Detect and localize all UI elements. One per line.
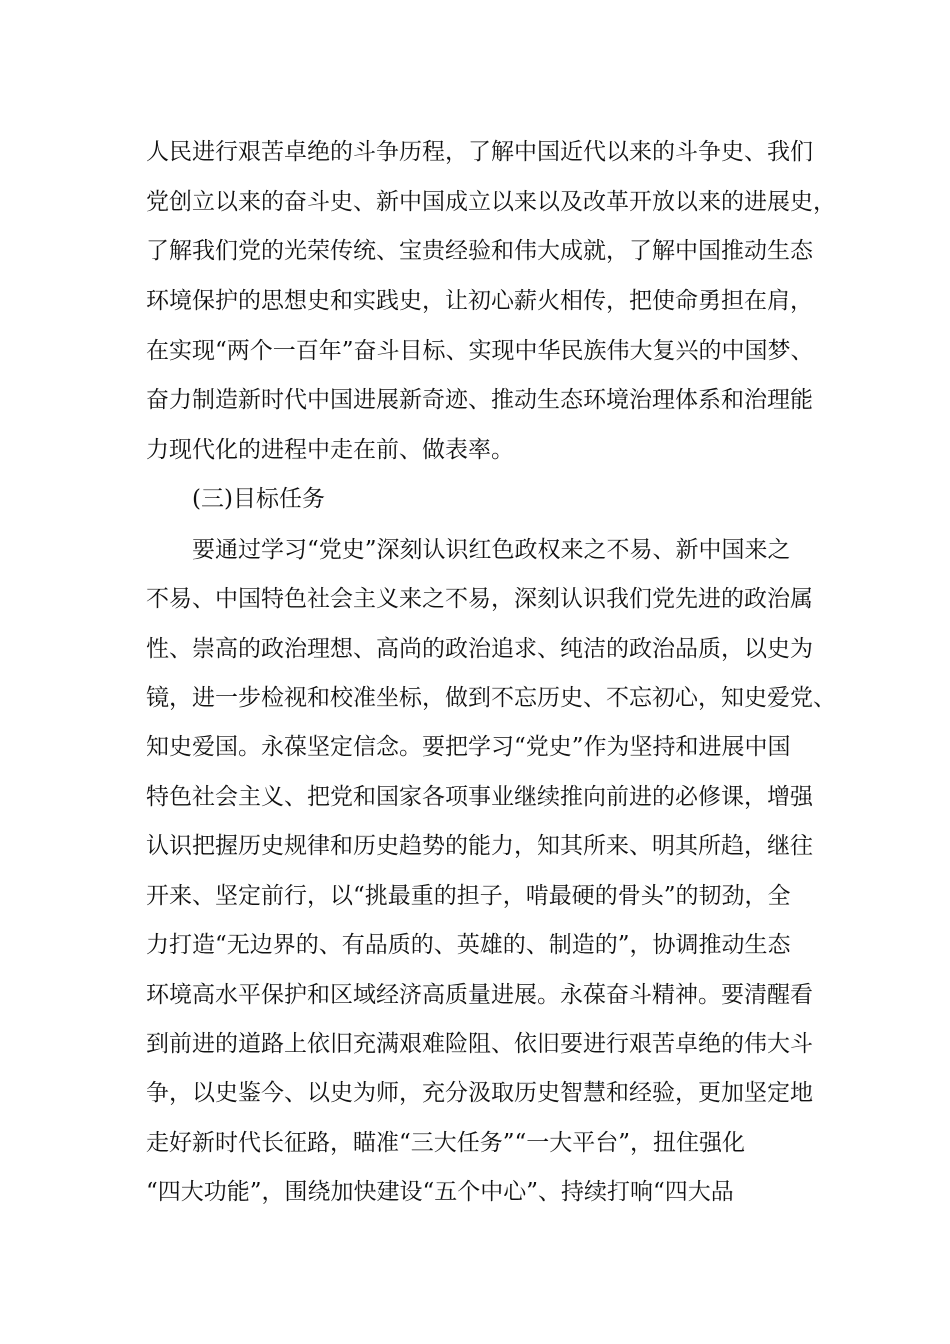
paragraph-line: 人民进行艰苦卓绝的斗争历程，了解中国近代以来的斗争史、我们 — [146, 139, 813, 165]
paragraph-line: “四大功能”，围绕加快建设“五个中心”、持续打响“四大品 — [146, 1179, 734, 1205]
paragraph-line: 力现代化的进程中走在前、做表率。 — [146, 437, 514, 463]
paragraph-line: 不易、中国特色社会主义来之不易，深刻认识我们党先进的政治属 — [146, 586, 813, 612]
paragraph-line: 知史爱国。永葆坚定信念。要把学习“党史”作为坚持和进展中国 — [146, 734, 791, 760]
section-heading: (三)目标任务 — [192, 486, 325, 512]
paragraph-line: 要通过学习“党史”深刻认识红色政权来之不易、新中国来之 — [192, 537, 791, 563]
paragraph-line: 力打造“无边界的、有品质的、英雄的、制造的”，协调推动生态 — [146, 932, 791, 958]
paragraph-line: 了解我们党的光荣传统、宝贵经验和伟大成就，了解中国推动生态 — [146, 238, 813, 264]
paragraph-line: 在实现“两个一百年”奋斗目标、实现中华民族伟大复兴的中国梦、 — [146, 338, 814, 364]
paragraph-line: 镜，进一步检视和校准坐标，做到不忘历史、不忘初心，知史爱党、 — [146, 685, 836, 711]
paragraph-line: 走好新时代长征路，瞄准“三大任务”“一大平台”，扭住强化 — [146, 1130, 746, 1156]
paragraph-line: 环境高水平保护和区域经济高质量进展。永葆奋斗精神。要清醒看 — [146, 982, 813, 1008]
paragraph-line: 性、崇高的政治理想、高尚的政治追求、纯洁的政治品质，以史为 — [146, 636, 813, 662]
paragraph-line: 开来、坚定前行，以“挑最重的担子，啃最硬的骨头”的韧劲，全 — [146, 883, 791, 909]
paragraph-line: 党创立以来的奋斗史、新中国成立以来以及改革开放以来的进展史， — [146, 189, 836, 215]
paragraph-line: 环境保护的思想史和实践史，让初心薪火相传，把使命勇担在肩， — [146, 288, 813, 314]
paragraph-line: 特色社会主义、把党和国家各项事业继续推向前进的必修课，增强 — [146, 784, 813, 810]
paragraph-line: 奋力制造新时代中国进展新奇迹、推动生态环境治理体系和治理能 — [146, 387, 813, 413]
paragraph-line: 到前进的道路上依旧充满艰难险阻、依旧要进行艰苦卓绝的伟大斗 — [146, 1031, 813, 1057]
paragraph-line: 认识把握历史规律和历史趋势的能力，知其所来、明其所趋，继往 — [146, 833, 813, 859]
paragraph-line: 争，以史鉴今、以史为师，充分汲取历史智慧和经验，更加坚定地 — [146, 1080, 813, 1106]
